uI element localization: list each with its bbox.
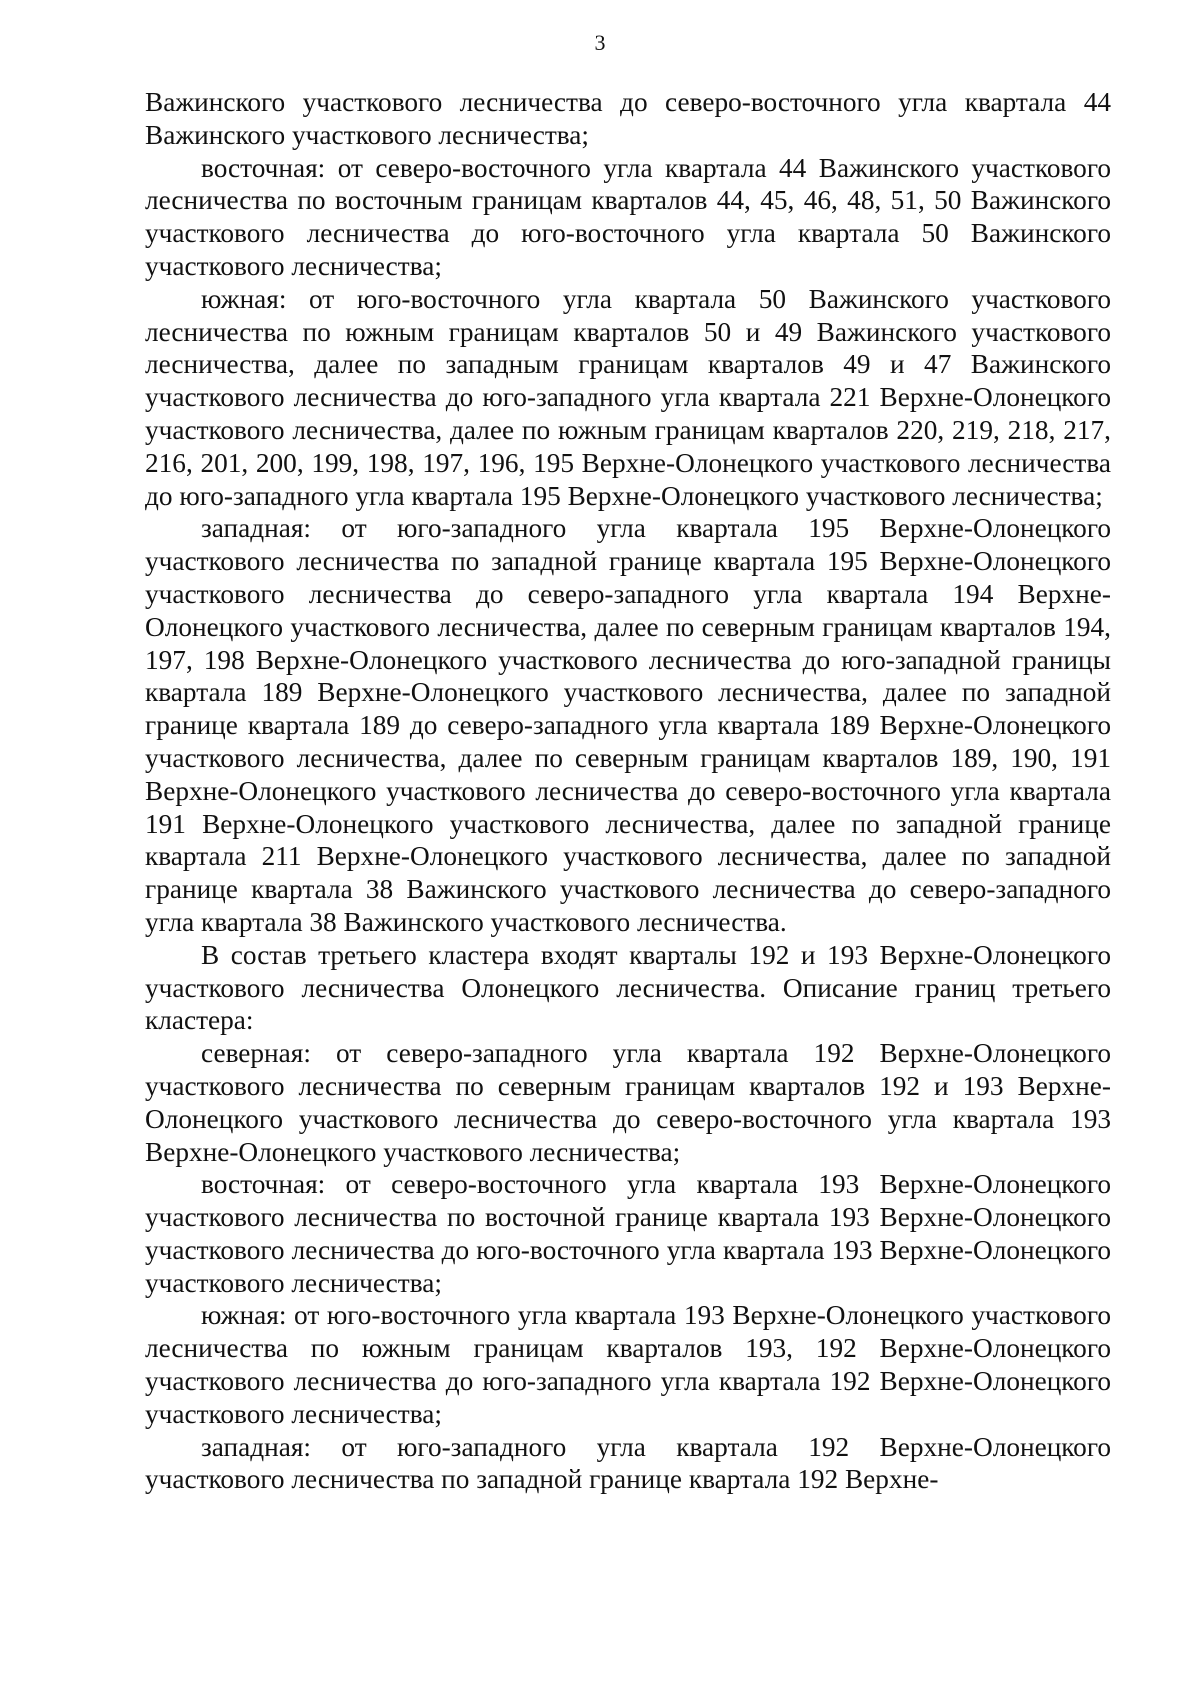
paragraph-third-cluster-western: западная: от юго-западного угла квартала 192 Верхне-Олонецкого участкового лесничества по западной границе квартала 192 Верхне- xyxy=(145,1431,1111,1495)
page-number: 3 xyxy=(594,30,606,55)
paragraph-eastern-boundary: восточная: от северо-восточного угла квартала 44 Важинского участкового лесничества по восточным границам кварталов 44, 45, 46, 48, 51, 50 Важинского участкового лесничества до юго-восточного угла квартала 50 Важинского участкового лесничества; xyxy=(145,152,1111,281)
paragraph-third-cluster-intro: В состав третьего кластера входят кварталы 192 и 193 Верхне-Олонецкого участкового лесничества Олонецкого лесничества. Описание границ третьего кластера: xyxy=(145,939,1111,1036)
paragraph-third-cluster-eastern: восточная: от северо-восточного угла квартала 193 Верхне-Олонецкого участкового лесничества по восточной границе квартала 193 Верхне-Олонецкого участкового лесничества до юго-восточного угла квартала 193 Верхне-Олонецкого участкового лесничества; xyxy=(145,1169,1111,1298)
paragraph-third-cluster-southern: южная: от юго-восточного угла квартала 193 Верхне-Олонецкого участкового лесничества по южным границам кварталов 193, 192 Верхне-Олонецкого участкового лесничества до юго-западного угла квартала 192 Верхне-Олонецкого участкового лесничества; xyxy=(145,1300,1111,1429)
paragraph-western-boundary: западная: от юго-западного угла квартала 195 Верхне-Олонецкого участкового лесничества по западной границе квартала 195 Верхне-Олонецкого участкового лесничества до северо-западного угла квартала 194 Верхне-Олонецкого участкового лесничества, далее по северным границам кварталов 194, 197, 198 Верхне-Олонецкого участкового лесничества до юго-западной границы квартала 189 Верхне-Олонецкого участкового лесничества, далее по западной границе квартала 189 до северо-западного угла квартала 189 Верхне-Олонецкого участкового лесничества, далее по северным границам кварталов 189, 190, 191 Верхне-Олонецкого участкового лесничества до северо-восточного угла квартала 191 Верхне-Олонецкого участкового лесничества, далее по западной границе квартала 211 Верхне-Олонецкого участкового лесничества, далее по западной границе квартала 38 Важинского участкового лесничества до северо-западного угла квартала 38 Важинского участкового лесничества. xyxy=(145,513,1111,937)
paragraph-third-cluster-northern: северная: от северо-западного угла квартала 192 Верхне-Олонецкого участкового лесничества по северным границам кварталов 192 и 193 Верхне-Олонецкого участкового лесничества до северо-восточного угла квартала 193 Верхне-Олонецкого участкового лесничества; xyxy=(145,1038,1111,1167)
paragraph-southern-boundary: южная: от юго-восточного угла квартала 50 Важинского участкового лесничества по южным границам кварталов 50 и 49 Важинского участкового лесничества, далее по западным границам кварталов 49 и 47 Важинского участкового лесничества до юго-западного угла квартала 221 Верхне-Олонецкого участкового лесничества, далее по южным границам кварталов 220, 219, 218, 217, 216, 201, 200, 199, 198, 197, 196, 195 Верхне-Олонецкого участкового лесничества до юго-западного угла квартала 195 Верхне-Олонецкого участкового лесничества; xyxy=(145,283,1111,511)
paragraph-continuation: Важинского участкового лесничества до северо-восточного угла квартала 44 Важинского участкового лесничества; xyxy=(145,87,1111,150)
document-body xyxy=(145,86,1111,1496)
